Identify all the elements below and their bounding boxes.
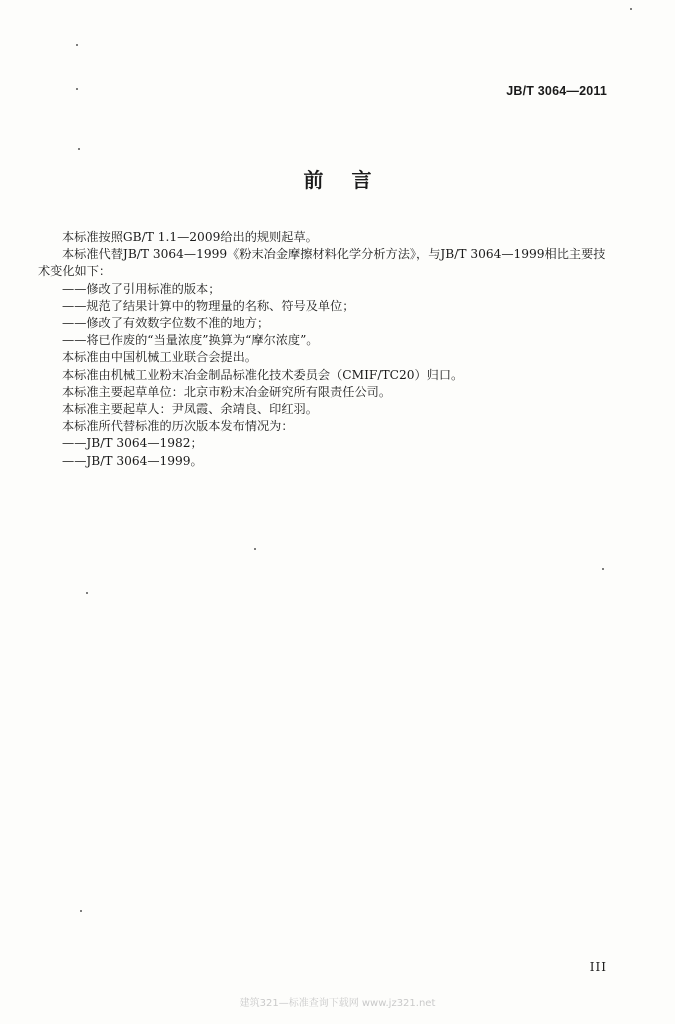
list-item: ——JB/T 3064—1999。 — [62, 453, 203, 468]
scan-speck — [80, 910, 82, 912]
list-item: ——规范了结果计算中的物理量的名称、符号及单位； — [62, 298, 355, 313]
paragraph-replaces: 本标准代替JB/T 3064—1999《粉末冶金摩擦材料化学分析方法》，与JB/T 3064—1999相比主要技术变化如下： — [38, 247, 606, 279]
page-title: 前言 — [303, 168, 400, 192]
watermark: 建筑321—标准查询下载网 www.jz321.net — [239, 998, 436, 1009]
list-item: ——JB/T 3064—1982； — [62, 436, 203, 451]
foreword-body — [38, 229, 610, 470]
paragraph-drafting-unit: 本标准主要起草单位：北京市粉末冶金研究所有限责任公司。 — [62, 384, 392, 399]
list-item: ——将已作废的“当量浓度”换算为“摩尔浓度”。 — [62, 333, 319, 348]
paragraph-under-jurisdiction: 本标准由机械工业粉末冶金制品标准化技术委员会（CMIF/TC20）归口。 — [62, 367, 464, 382]
scan-speck — [76, 44, 78, 46]
paragraph-drafting-rules: 本标准按照GB/T 1.1—2009给出的规则起草。 — [62, 230, 318, 244]
scan-speck — [78, 148, 80, 150]
scan-speck — [630, 8, 632, 10]
paragraph-proposed-by: 本标准由中国机械工业联合会提出。 — [62, 350, 257, 365]
list-item: ——修改了引用标准的版本； — [62, 281, 221, 296]
standard-code: JB/T 3064—2011 — [506, 84, 607, 98]
paragraph-drafters: 本标准主要起草人：尹凤霞、余靖良、印红羽。 — [62, 402, 318, 417]
scan-speck — [76, 88, 78, 90]
scan-speck — [602, 568, 604, 570]
scan-speck — [254, 548, 256, 550]
list-item: ——修改了有效数字位数不准的地方； — [62, 316, 270, 331]
scan-speck — [86, 592, 88, 594]
page-number: III — [589, 960, 607, 974]
paragraph-history: 本标准所代替标准的历次版本发布情况为： — [62, 419, 294, 434]
